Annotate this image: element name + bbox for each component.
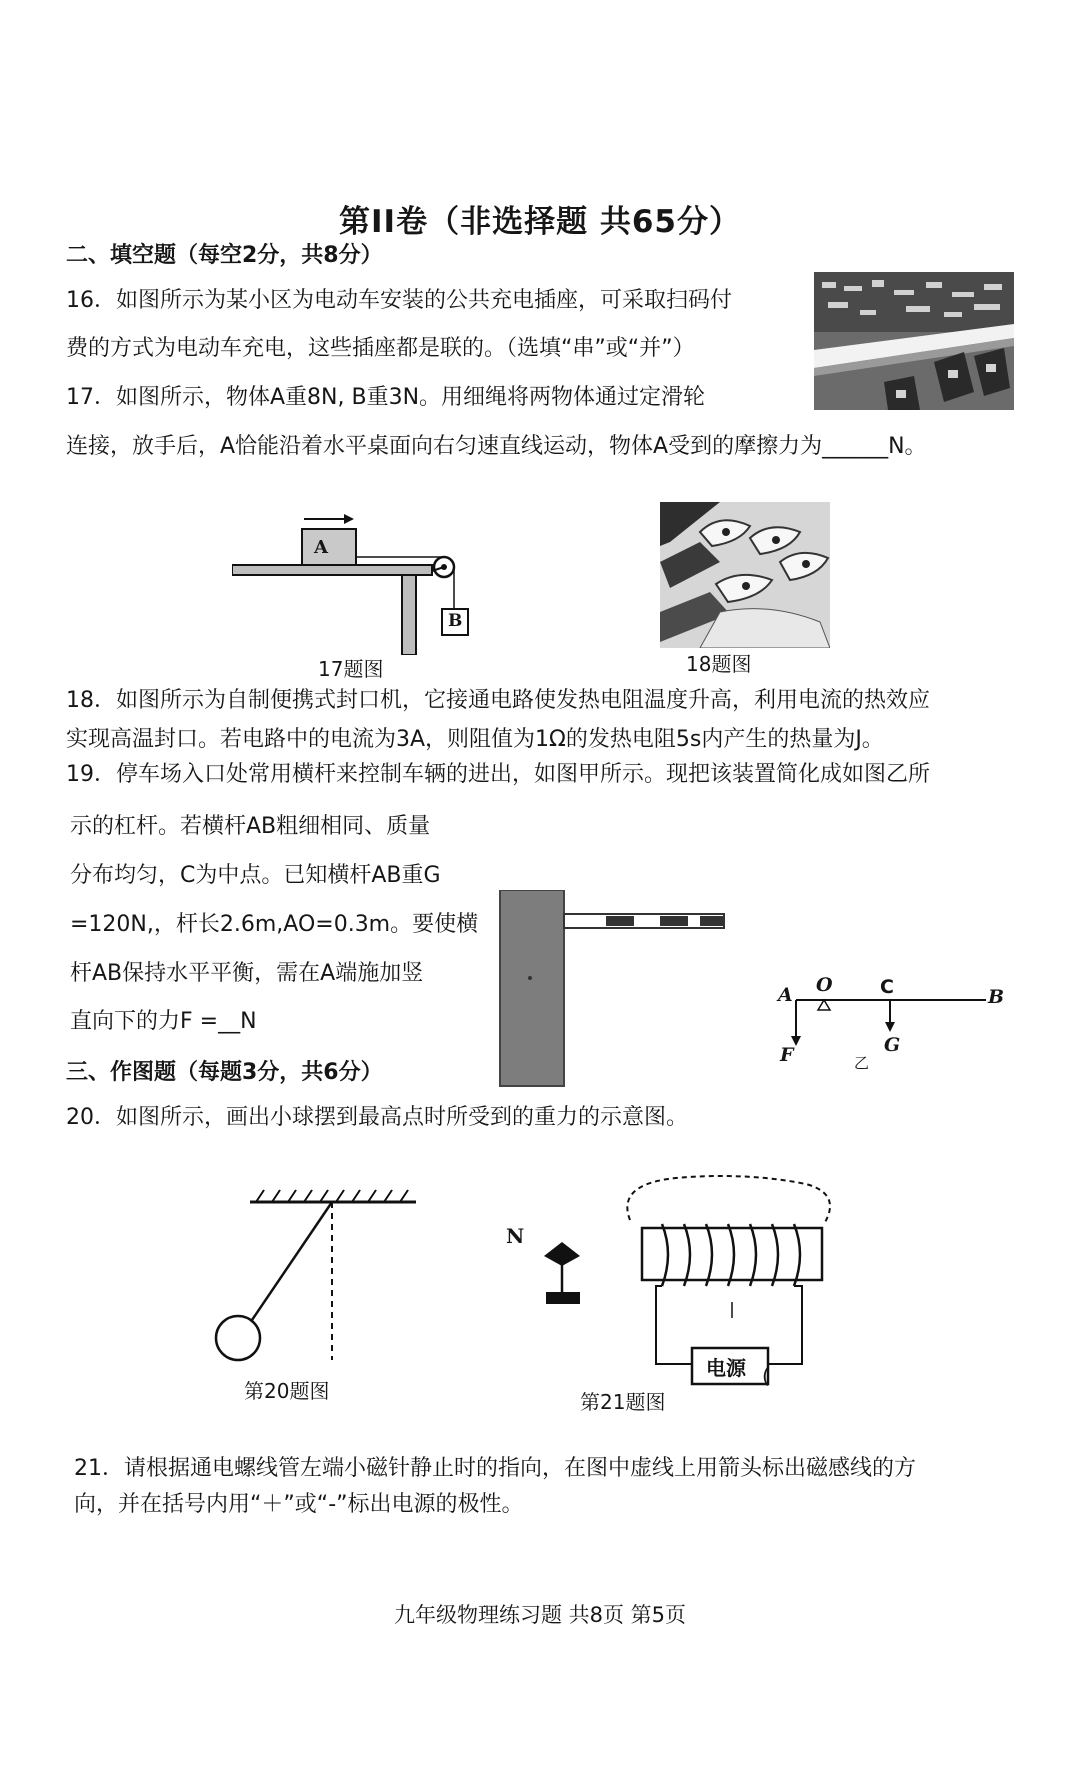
lever-label-g: G <box>884 1034 901 1056</box>
fig20-pendulum <box>200 1178 430 1372</box>
label-b: B <box>448 611 463 631</box>
fig17-pulley-diagram <box>232 505 482 655</box>
q19-line-2: 示的杠杆。若横杆AB粗细相同、质量 <box>70 814 431 839</box>
q16-charging-socket-photo <box>814 272 1014 410</box>
pendulum-string <box>252 1202 332 1320</box>
gravity-g-arrow <box>885 1022 895 1032</box>
q19-line-3: 分布均匀，C为中点。已知横杆AB重G <box>70 863 441 888</box>
q17-line-1: 17．如图所示，物体A重8N, B重3N。用细绳将两物体通过定滑轮 <box>66 385 706 410</box>
q16-line-1: 16．如图所示为某小区为电动车安装的公共充电插座，可采取扫码付 <box>66 288 732 313</box>
q19-line-6: 直向下的力F =__N <box>70 1009 257 1034</box>
label-a: A <box>314 537 328 558</box>
block-a <box>302 529 356 565</box>
pendulum-ball <box>216 1316 260 1360</box>
page-footer: 九年级物理练习题 共8页 第5页 <box>393 1603 687 1627</box>
fig21-solenoid-circuit <box>506 1168 846 1386</box>
q17-line-2: 连接，放手后，A恰能沿着水平桌面向右匀速直线运动，物体A受到的摩擦力为______N。 <box>66 434 927 459</box>
page-title: 第II卷（非选择题 共65分） <box>339 204 741 240</box>
q19-line-1: 19．停车场入口处常用横杆来控制车辆的进出，如图甲所示。现把该装置简化成如图乙所 <box>66 762 930 787</box>
lever-label-o: O <box>816 974 833 996</box>
gate-post <box>500 890 564 1086</box>
lever-label-a: A <box>778 984 793 1006</box>
fig18-sealer-photo <box>660 502 830 648</box>
table-leg <box>402 575 416 655</box>
section-3-heading: 三、作图题（每题3分，共6分） <box>66 1060 383 1085</box>
polarity-bracket: ( <box>762 1364 770 1388</box>
section-2-heading: 二、填空题（每空2分，共8分） <box>66 243 383 268</box>
wire-left <box>656 1286 692 1364</box>
power-source-label: 电源 <box>706 1356 746 1380</box>
compass-base <box>546 1292 580 1304</box>
q18-line-1: 18．如图所示为自制便携式封口机，它接通电路使发热电阻温度升高，利用电流的热效应 <box>66 688 930 713</box>
compass-n-label: N <box>506 1224 525 1248</box>
fig19-barrier-gate <box>494 890 730 1088</box>
lever-label-b: B <box>988 986 1005 1008</box>
fulcrum <box>818 1000 830 1010</box>
lever-label-c: C <box>880 976 894 998</box>
fig20-caption: 第20题图 <box>244 1379 330 1403</box>
fig17-caption: 17题图 <box>318 657 384 681</box>
fig21-caption: 第21题图 <box>580 1390 666 1414</box>
lever-label-f: F <box>780 1044 794 1066</box>
field-line-dashed <box>627 1176 830 1224</box>
q21-line-2: 向，并在括号内用“＋”或“-”标出电源的极性。 <box>74 1492 524 1517</box>
q20-line-1: 20．如图所示，画出小球摆到最高点时所受到的重力的示意图。 <box>66 1105 688 1130</box>
table-top <box>232 565 432 575</box>
q21-line-1: 21．请根据通电螺线管左端小磁针静止时的指向，在图中虚线上用箭头标出磁感线的方 <box>74 1456 916 1481</box>
fig18-caption: 18题图 <box>686 652 752 676</box>
q16-line-2: 费的方式为电动车充电，这些插座都是联的。（选填“串”或“并”） <box>66 336 695 361</box>
motion-arrow-head <box>344 514 354 524</box>
wire-right <box>768 1286 802 1364</box>
q18-line-2: 实现高温封口。若电路中的电流为3A，则阻值为1Ω的发热电阻5s内产生的热量为J。 <box>66 727 884 752</box>
lever-sub-label: 乙 <box>854 1054 870 1072</box>
q19-line-4: =120N,，杆长2.6m,AO=0.3m。要使横 <box>70 912 479 937</box>
fig19-lever-diagram <box>774 964 1004 1074</box>
q19-line-5: 杆AB保持水平平衡，需在A端施加竖 <box>70 961 424 986</box>
